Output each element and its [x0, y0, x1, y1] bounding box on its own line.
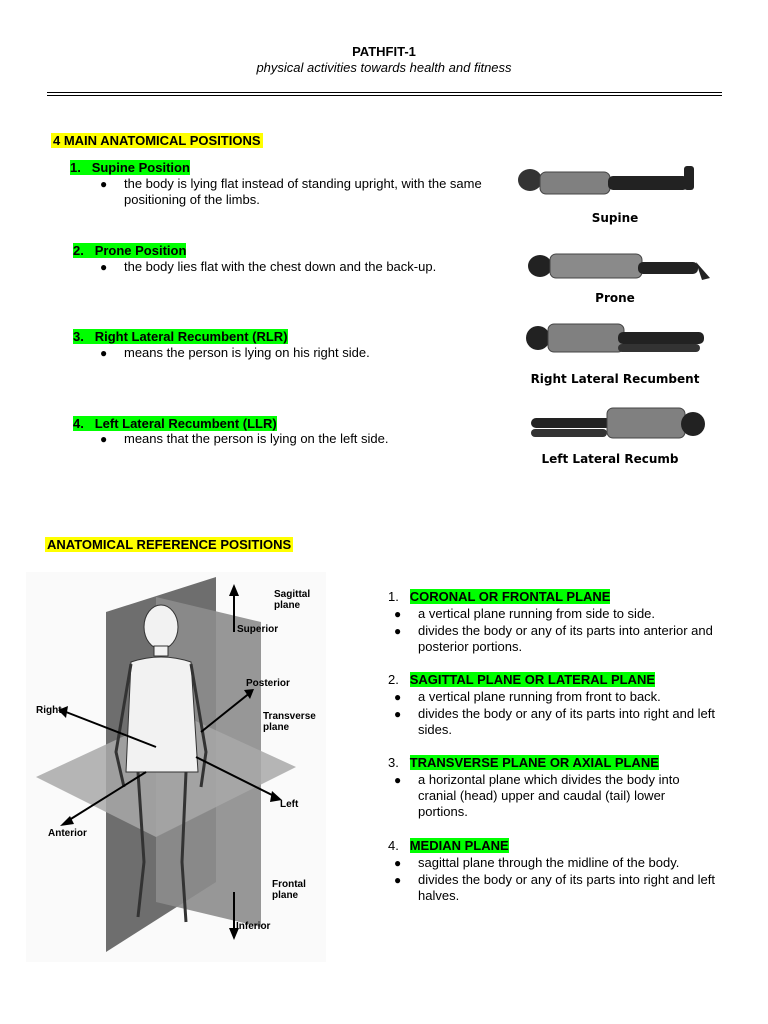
- list-item: ● a vertical plane running from side to side.: [394, 606, 656, 621]
- figure-label: Left Lateral Recumb: [541, 452, 679, 466]
- header-rule-bottom: [47, 95, 722, 96]
- section-heading-positions: 4 MAIN ANATOMICAL POSITIONS: [53, 133, 261, 148]
- position-title: 2. Prone Position: [73, 243, 187, 258]
- position-item-supine: [70, 159, 190, 177]
- list-item: ● divides the body or any of its parts into right and left halves.: [394, 872, 716, 903]
- label-superior: Superior: [237, 624, 279, 635]
- list-item: ● divides the body or any of its parts into right and left sides.: [394, 706, 716, 737]
- label-transverse-plane: Transverse plane: [263, 711, 316, 733]
- position-title: 4. Left Lateral Recumbent (LLR): [73, 416, 277, 431]
- plane-item-median: 4. MEDIAN PLANE: [388, 838, 509, 853]
- position-title: 1. Supine Position: [70, 160, 190, 175]
- plane-item-transverse: 3. TRANSVERSE PLANE OR AXIAL PLANE: [388, 755, 659, 770]
- page-title: PATHFIT-1: [352, 44, 416, 59]
- header-rule-top: [47, 92, 722, 93]
- label-left: Left: [280, 799, 299, 810]
- label-right: Right: [36, 705, 62, 716]
- left-lateral-recumbent-figure: [525, 404, 715, 446]
- list-item: ● means the person is lying on his right side.: [100, 345, 370, 360]
- supine-figure: [510, 158, 720, 208]
- figure-label: Prone: [595, 291, 635, 305]
- list-item: ● a horizontal plane which divides the body into cranial (head) upper and caudal (tail) lower portions.: [394, 772, 680, 819]
- position-item-prone: [73, 242, 186, 260]
- plane-item-coronal: 1. CORONAL OR FRONTAL PLANE: [388, 589, 611, 604]
- position-item-rlr: [73, 328, 288, 346]
- prone-figure: [520, 246, 715, 288]
- list-item: ● a vertical plane running from front to back.: [394, 689, 661, 704]
- label-sagittal-plane: Sagittal plane: [274, 589, 311, 611]
- page-subtitle: physical activities towards health and fitness: [256, 60, 512, 75]
- label-inferior: Inferior: [236, 921, 271, 932]
- right-lateral-recumbent-figure: [518, 318, 713, 360]
- section-heading-reference: ANATOMICAL REFERENCE POSITIONS: [47, 537, 292, 552]
- figure-label: Supine: [591, 211, 639, 225]
- figure-label: Right Lateral Recumbent: [530, 372, 700, 386]
- anatomical-planes-diagram: [26, 572, 326, 962]
- list-item: ● sagittal plane through the midline of the body.: [394, 855, 680, 870]
- list-item: ● divides the body or any of its parts into anterior and posterior portions.: [394, 623, 713, 654]
- plane-item-sagittal: 2. SAGITTAL PLANE OR LATERAL PLANE: [388, 672, 656, 687]
- label-anterior: Anterior: [48, 828, 87, 839]
- position-title: 3. Right Lateral Recumbent (RLR): [73, 329, 288, 344]
- list-item: ● means that the person is lying on the left side.: [100, 431, 389, 446]
- label-posterior: Posterior: [246, 678, 290, 689]
- list-item: ● the body lies flat with the chest down and the back-up.: [100, 259, 437, 274]
- label-frontal-plane: Frontal plane: [272, 879, 306, 901]
- list-item: ● the body is lying flat instead of standing upright, with the same positioning of the limbs.: [100, 176, 482, 207]
